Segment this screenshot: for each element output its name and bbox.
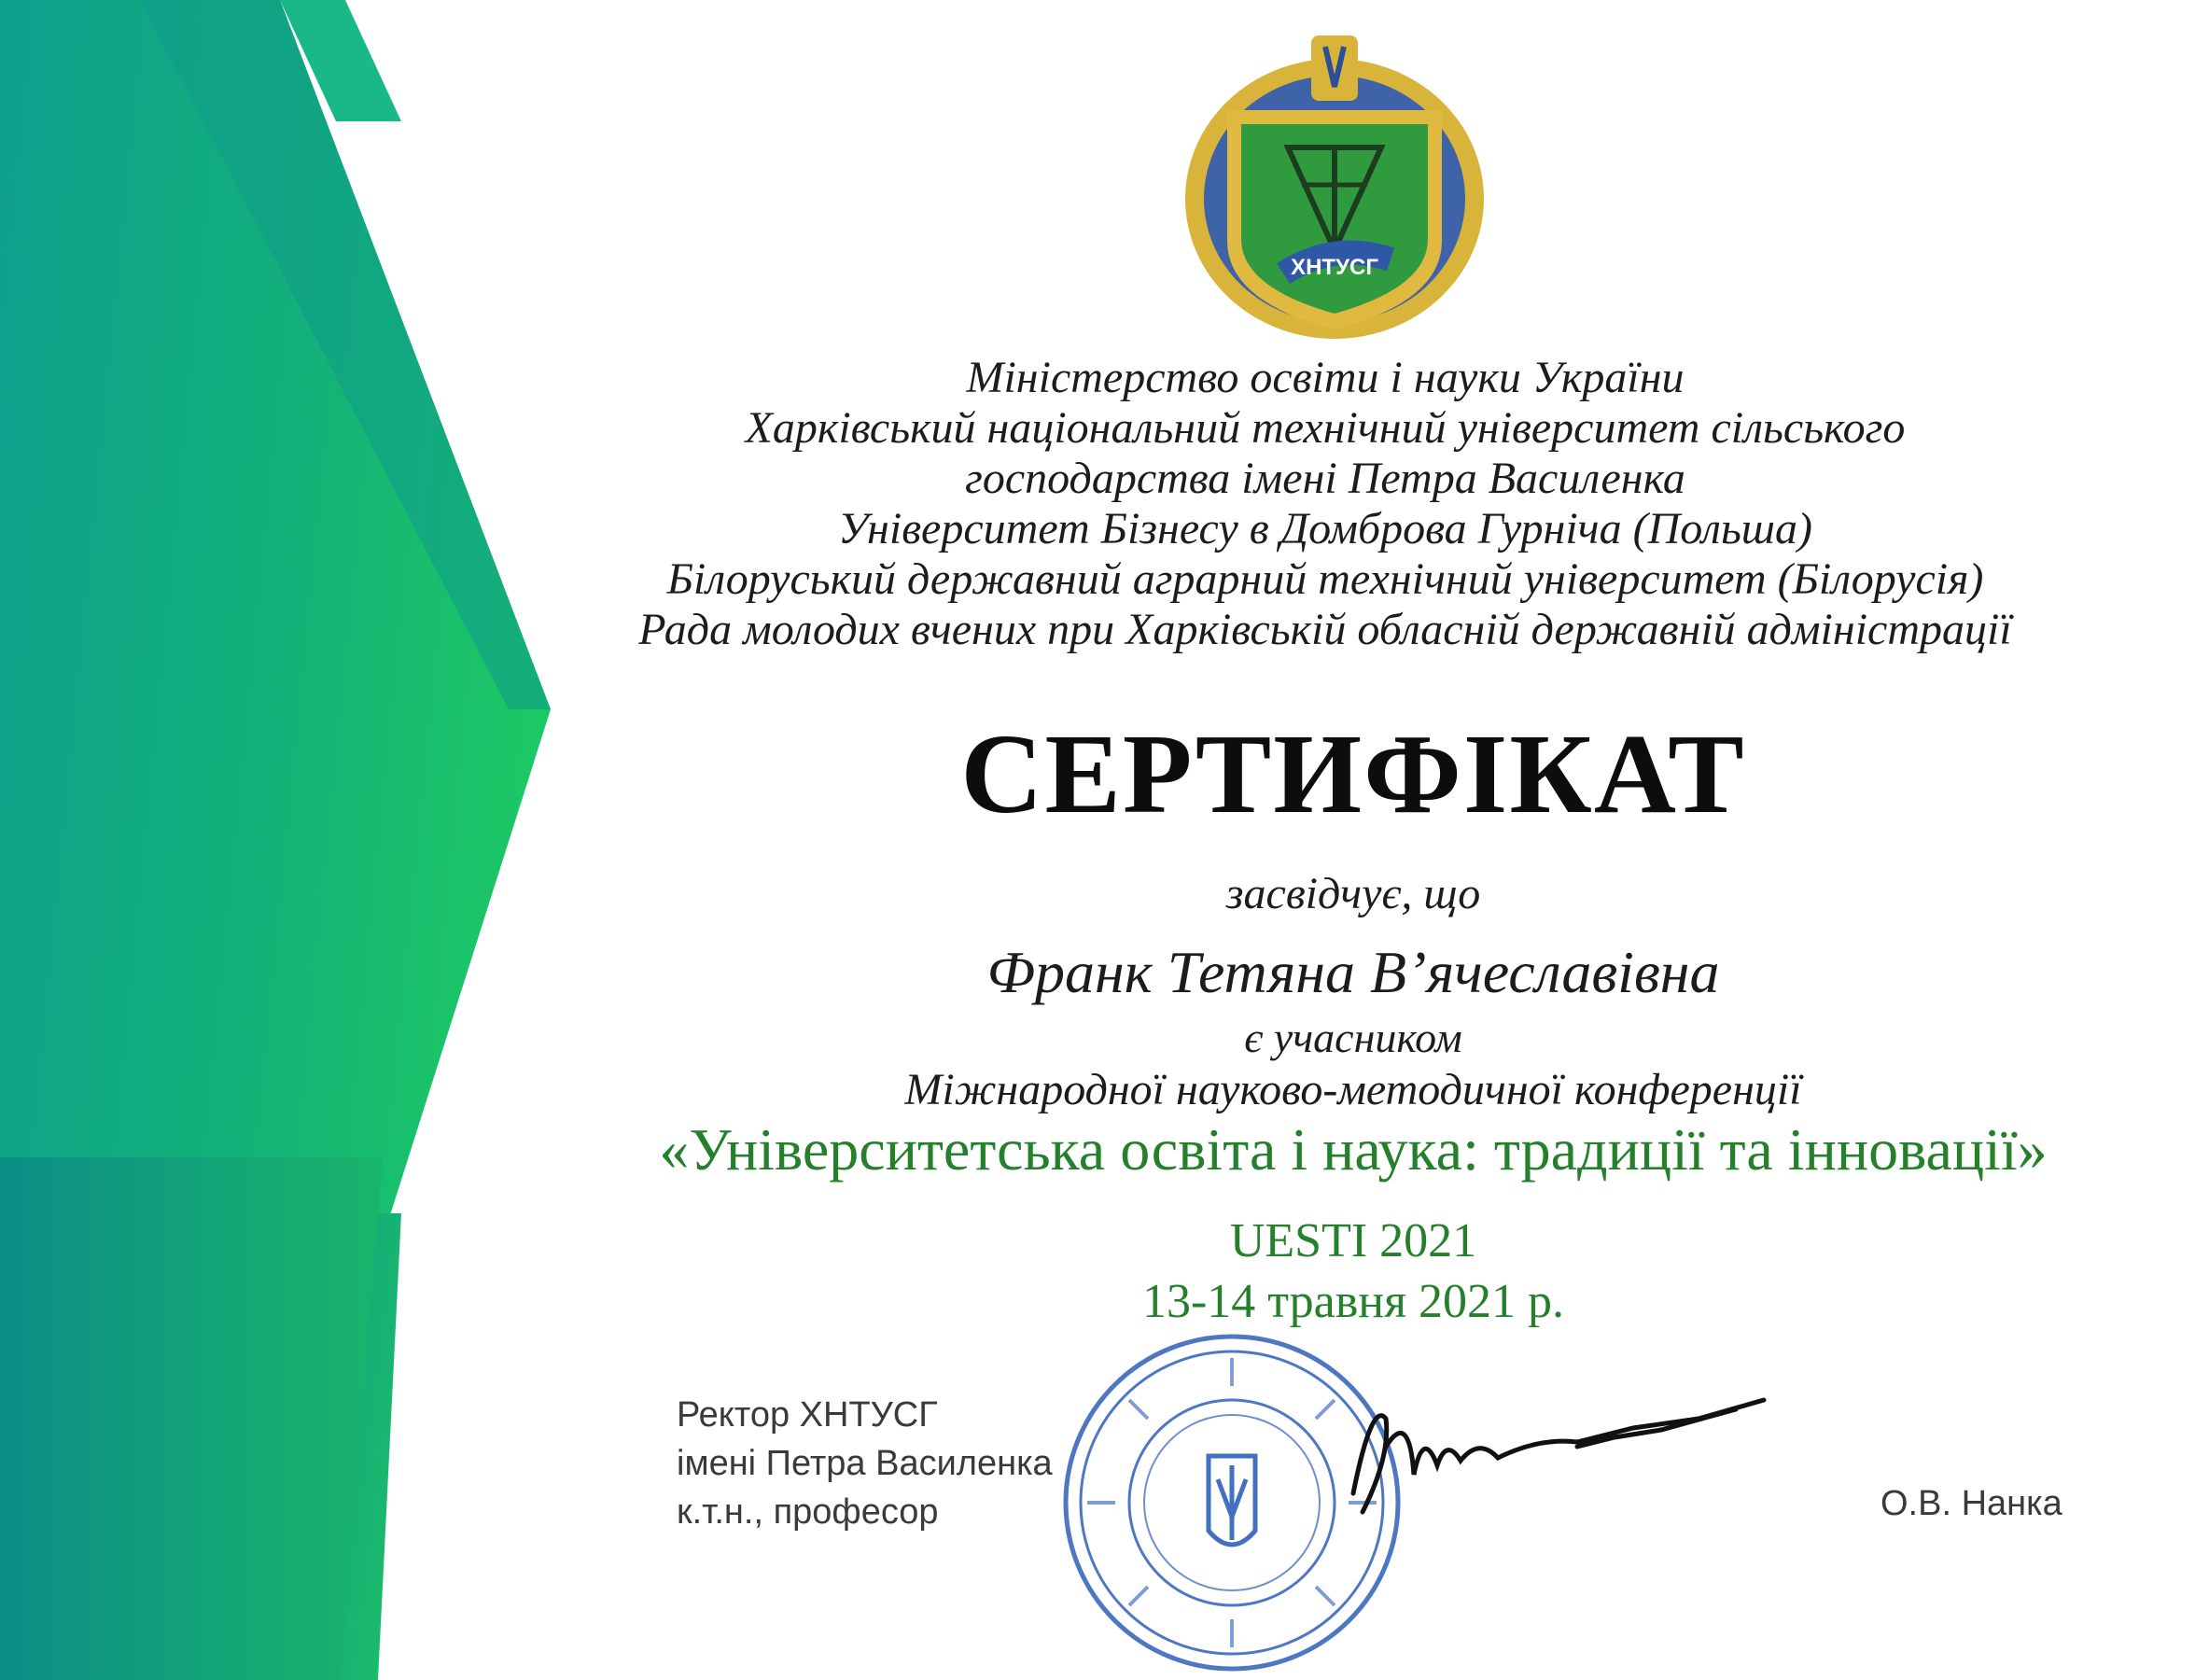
header-line-university-2: господарства імені Петра Василенка	[965, 454, 1685, 503]
participant-text: є учасником	[1244, 1014, 1462, 1061]
header-line-council: Рада молодих вчених при Харківській обласній державній адміністрації	[638, 605, 2012, 654]
header-line-ministry: Міністерство освіти і науки України	[966, 353, 1685, 402]
conference-type: Міжнародної науково-методичної конференції	[904, 1065, 1802, 1114]
certificate-title: СЕРТИФІКАТ	[960, 711, 1746, 837]
signatory-affiliation: імені Петра Василенка	[677, 1444, 1053, 1483]
recipient-name: Франк Тетяна В’ячеславівна	[986, 939, 1720, 1005]
certifies-text: засвідчує, що	[1225, 869, 1481, 918]
signatory-block	[677, 1391, 1053, 1536]
header-line-belarus: Білоруський державний аграрний технічний університет (Білорусія)	[666, 554, 1984, 604]
signatory-position: Ректор ХНТУСГ	[677, 1395, 938, 1435]
signatory-name: О.В. Нанка	[1880, 1484, 2062, 1523]
decor-lower-shape	[0, 1157, 383, 1680]
conference-code: UESTI 2021	[1229, 1214, 1477, 1267]
university-crest	[1162, 7, 1507, 357]
rector-signature	[1297, 1381, 1783, 1531]
signatory-degree: к.т.н., професор	[677, 1492, 939, 1532]
svg-text:ХНТУСГ: ХНТУСГ	[1291, 255, 1378, 280]
issuing-organizations	[523, 355, 2128, 657]
conference-dates: 13-14 травня 2021 р.	[1141, 1275, 1565, 1328]
header-line-poland: Університет Бізнесу в Домброва Гурніча (Польша)	[837, 504, 1813, 553]
conference-title: «Університетська освіта і наука: традиції та інновації»	[659, 1116, 2048, 1183]
header-line-university-1: Харківський національний технічний університет сільського	[745, 403, 1906, 453]
